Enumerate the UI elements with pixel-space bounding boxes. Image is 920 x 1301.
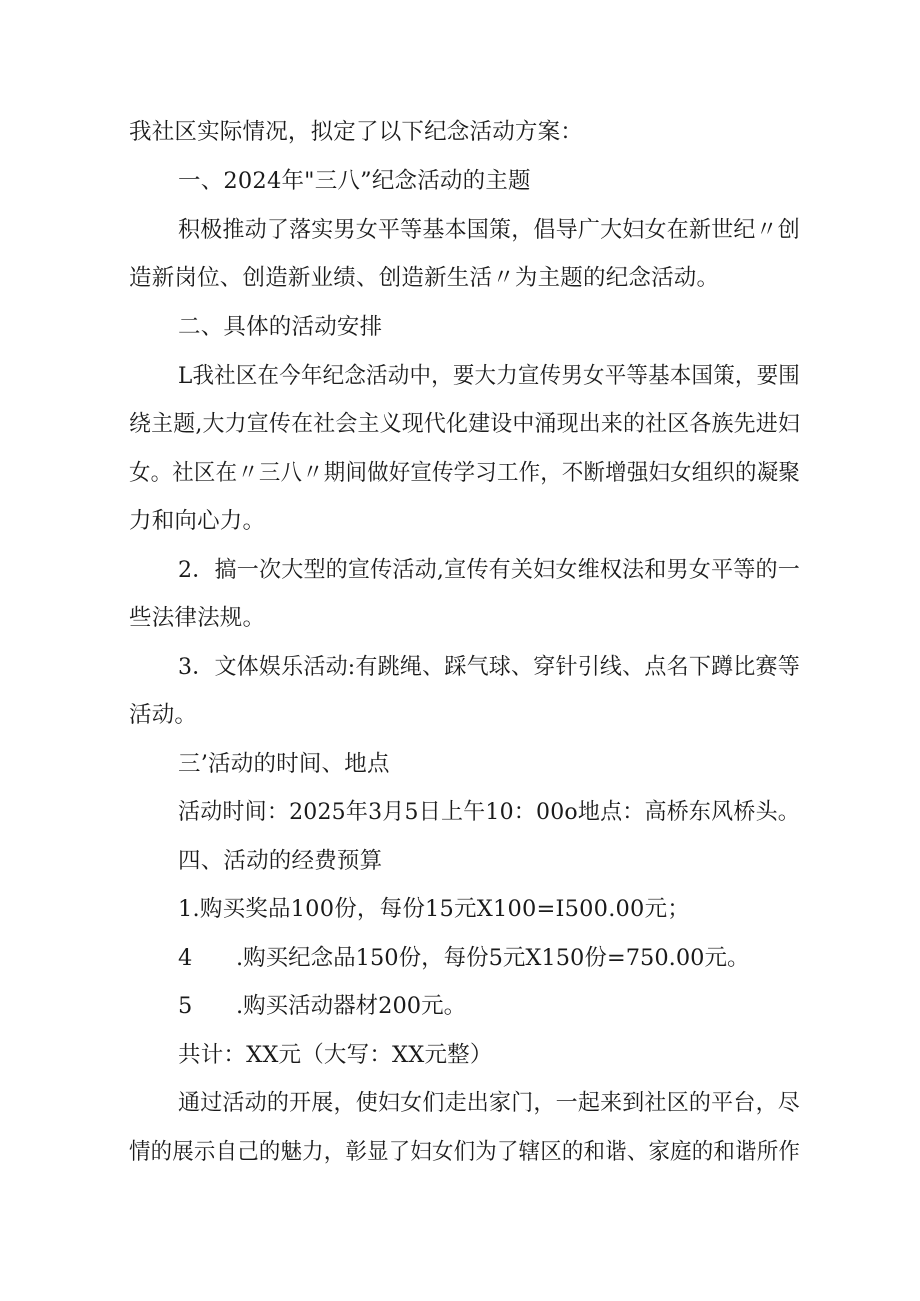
paragraph-line: 3．文体娱乐活动:有跳绳、踩气球、穿针引线、点名下蹲比赛等 (178, 654, 800, 680)
paragraph-line: 2．搞一次大型的宣传活动,宣传有关妇女维权法和男女平等的一 (178, 557, 801, 583)
paragraph-line: 女。社区在〃三八〃期间做好宣传学习工作，不断增强妇女组织的凝聚 (129, 460, 800, 486)
budget-item-number: 5 (178, 993, 193, 1019)
section-heading-arrangement: 二、具体的活动安排 (178, 314, 383, 340)
budget-item: .购买纪念品150份，每份5元X150份=750.00元。 (236, 945, 750, 971)
paragraph-line: 绕主题,大力宣传在社会主义现代化建设中涌现出来的社区各族先进妇 (129, 411, 801, 437)
paragraph-line: 力和向心力。 (129, 508, 266, 534)
budget-item-number: 4 (178, 945, 193, 971)
budget-total: 共计：XX元（大写：XX元整） (178, 1042, 493, 1068)
paragraph-line: 积极推动了落实男女平等基本国策，倡导广大妇女在新世纪〃创 (178, 217, 801, 243)
budget-item: 1.购买奖品100份，每份15元X100=I500.00元； (178, 896, 690, 922)
section-heading-time-place: 三’活动的时间、地点 (178, 751, 390, 777)
paragraph-line: 造新岗位、创造新业绩、创造新生活〃为主题的纪念活动。 (129, 265, 720, 291)
paragraph-line: 通过活动的开展，使妇女们走出家门，一起来到社区的平台，尽 (178, 1090, 801, 1116)
paragraph-line: 些法律法规。 (129, 605, 266, 631)
paragraph-line: 活动时间：2025年3月5日上午10：00o地点：高桥东风桥头。 (178, 799, 801, 825)
paragraph-line: 情的展示自己的魅力，彰显了妇女们为了辖区的和谐、家庭的和谐所作 (129, 1139, 800, 1165)
paragraph-line: L我社区在今年纪念活动中，要大力宣传男女平等基本国策，要围 (178, 363, 800, 389)
budget-item: .购买活动器材200元。 (236, 993, 467, 1019)
paragraph-line: 活动。 (129, 702, 198, 728)
paragraph-line: 我社区实际情况，拟定了以下纪念活动方案： (129, 119, 584, 145)
section-heading-theme: 一、2024年"三八”纪念活动的主题 (178, 168, 531, 194)
section-heading-budget: 四、活动的经费预算 (178, 848, 383, 874)
